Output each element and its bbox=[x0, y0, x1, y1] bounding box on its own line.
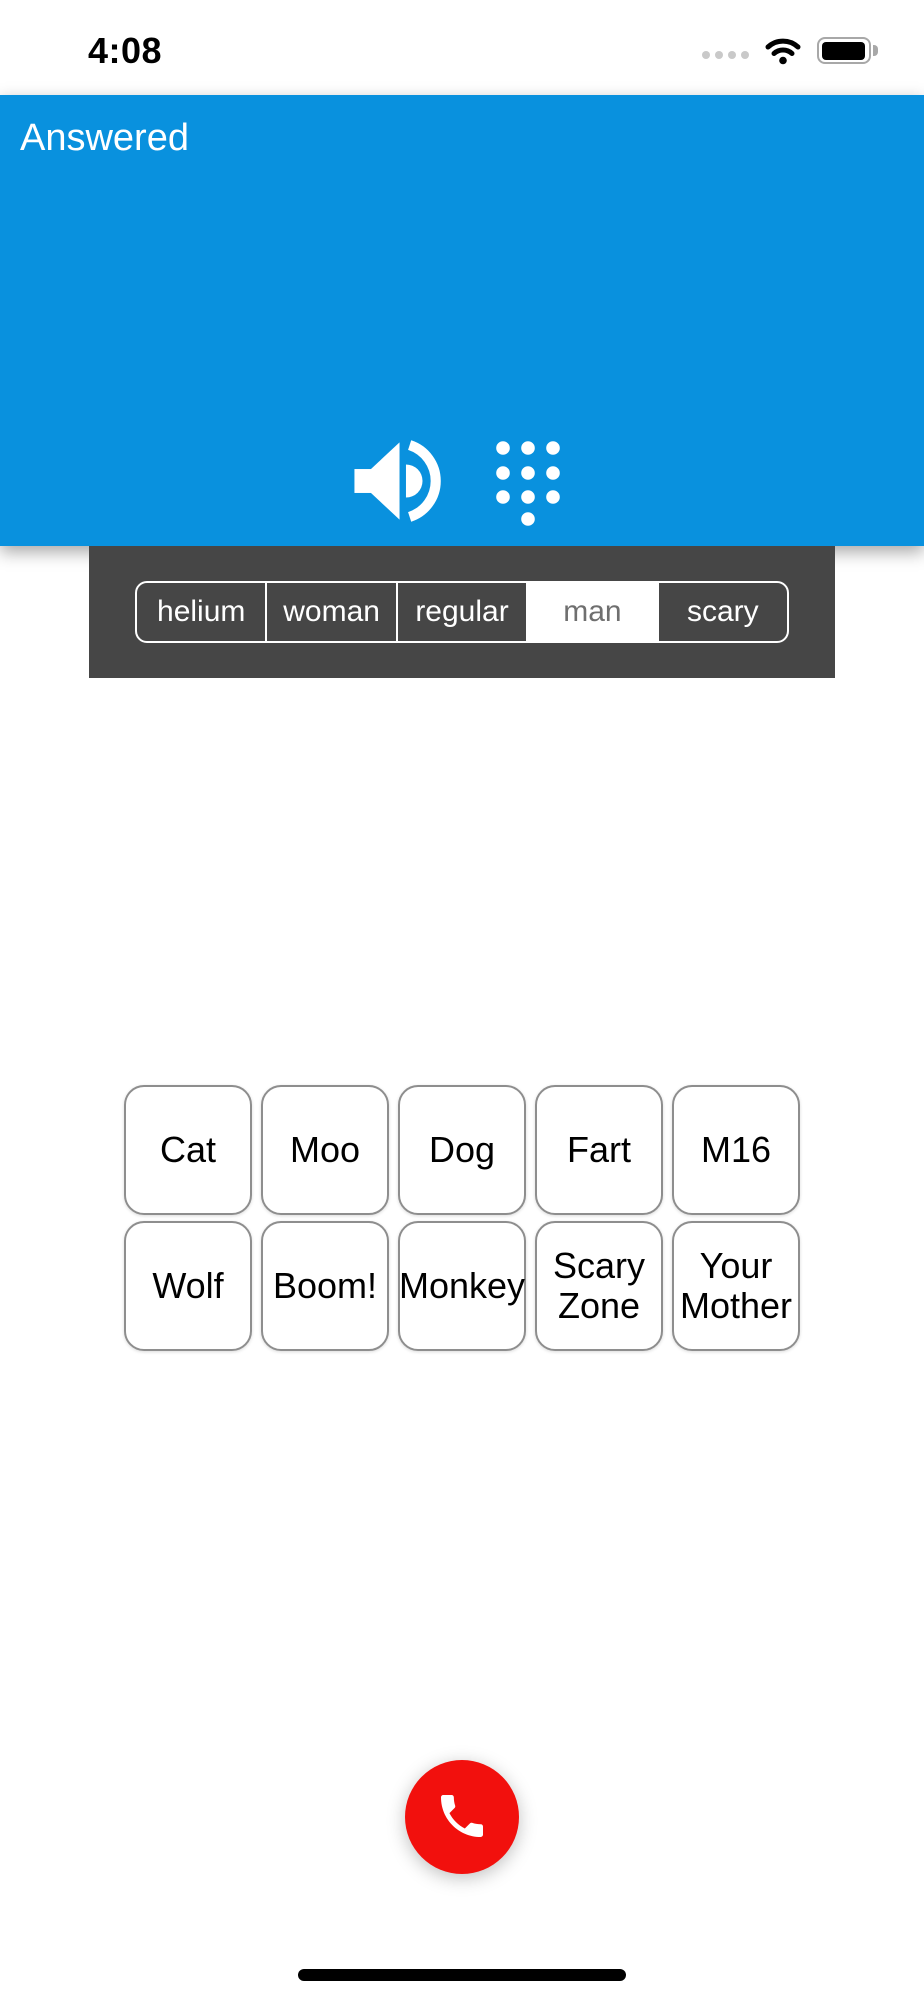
status-icons bbox=[702, 37, 878, 65]
battery-icon bbox=[817, 37, 878, 64]
sound-button-monkey[interactable]: Monkey bbox=[398, 1221, 526, 1351]
voice-panel bbox=[89, 546, 835, 678]
sound-button-cat[interactable]: Cat bbox=[124, 1085, 252, 1215]
voice-option-helium[interactable]: helium bbox=[137, 583, 267, 641]
speaker-button[interactable] bbox=[347, 435, 441, 527]
voice-option-scary[interactable]: scary bbox=[659, 583, 787, 641]
home-indicator[interactable] bbox=[298, 1969, 626, 1981]
status-bar bbox=[0, 0, 924, 95]
sound-button-wolf[interactable]: Wolf bbox=[124, 1221, 252, 1351]
sound-button-your-mother[interactable]: Your Mother bbox=[672, 1221, 800, 1351]
call-status-label: Answered bbox=[20, 117, 189, 159]
soundboard-grid bbox=[124, 1085, 800, 1351]
sound-button-fart[interactable]: Fart bbox=[535, 1085, 663, 1215]
speaker-icon bbox=[347, 515, 441, 530]
voice-option-woman[interactable]: woman bbox=[267, 583, 397, 641]
sound-button-m16[interactable]: M16 bbox=[672, 1085, 800, 1215]
sound-button-scary-zone[interactable]: Scary Zone bbox=[535, 1221, 663, 1351]
cellular-dots-icon bbox=[702, 51, 749, 59]
call-header bbox=[0, 95, 924, 546]
dialpad-icon bbox=[492, 514, 564, 529]
sound-button-boom[interactable]: Boom! bbox=[261, 1221, 389, 1351]
clock-time: 4:08 bbox=[88, 29, 163, 71]
end-call-button[interactable] bbox=[405, 1760, 519, 1874]
dialpad-button[interactable] bbox=[492, 438, 564, 526]
voice-segmented-control bbox=[135, 581, 789, 643]
phone-hangup-icon bbox=[434, 1788, 490, 1847]
voice-option-regular[interactable]: regular bbox=[398, 583, 528, 641]
wifi-icon bbox=[765, 37, 801, 65]
sound-button-moo[interactable]: Moo bbox=[261, 1085, 389, 1215]
sound-button-dog[interactable]: Dog bbox=[398, 1085, 526, 1215]
voice-option-man[interactable]: man bbox=[528, 583, 658, 641]
